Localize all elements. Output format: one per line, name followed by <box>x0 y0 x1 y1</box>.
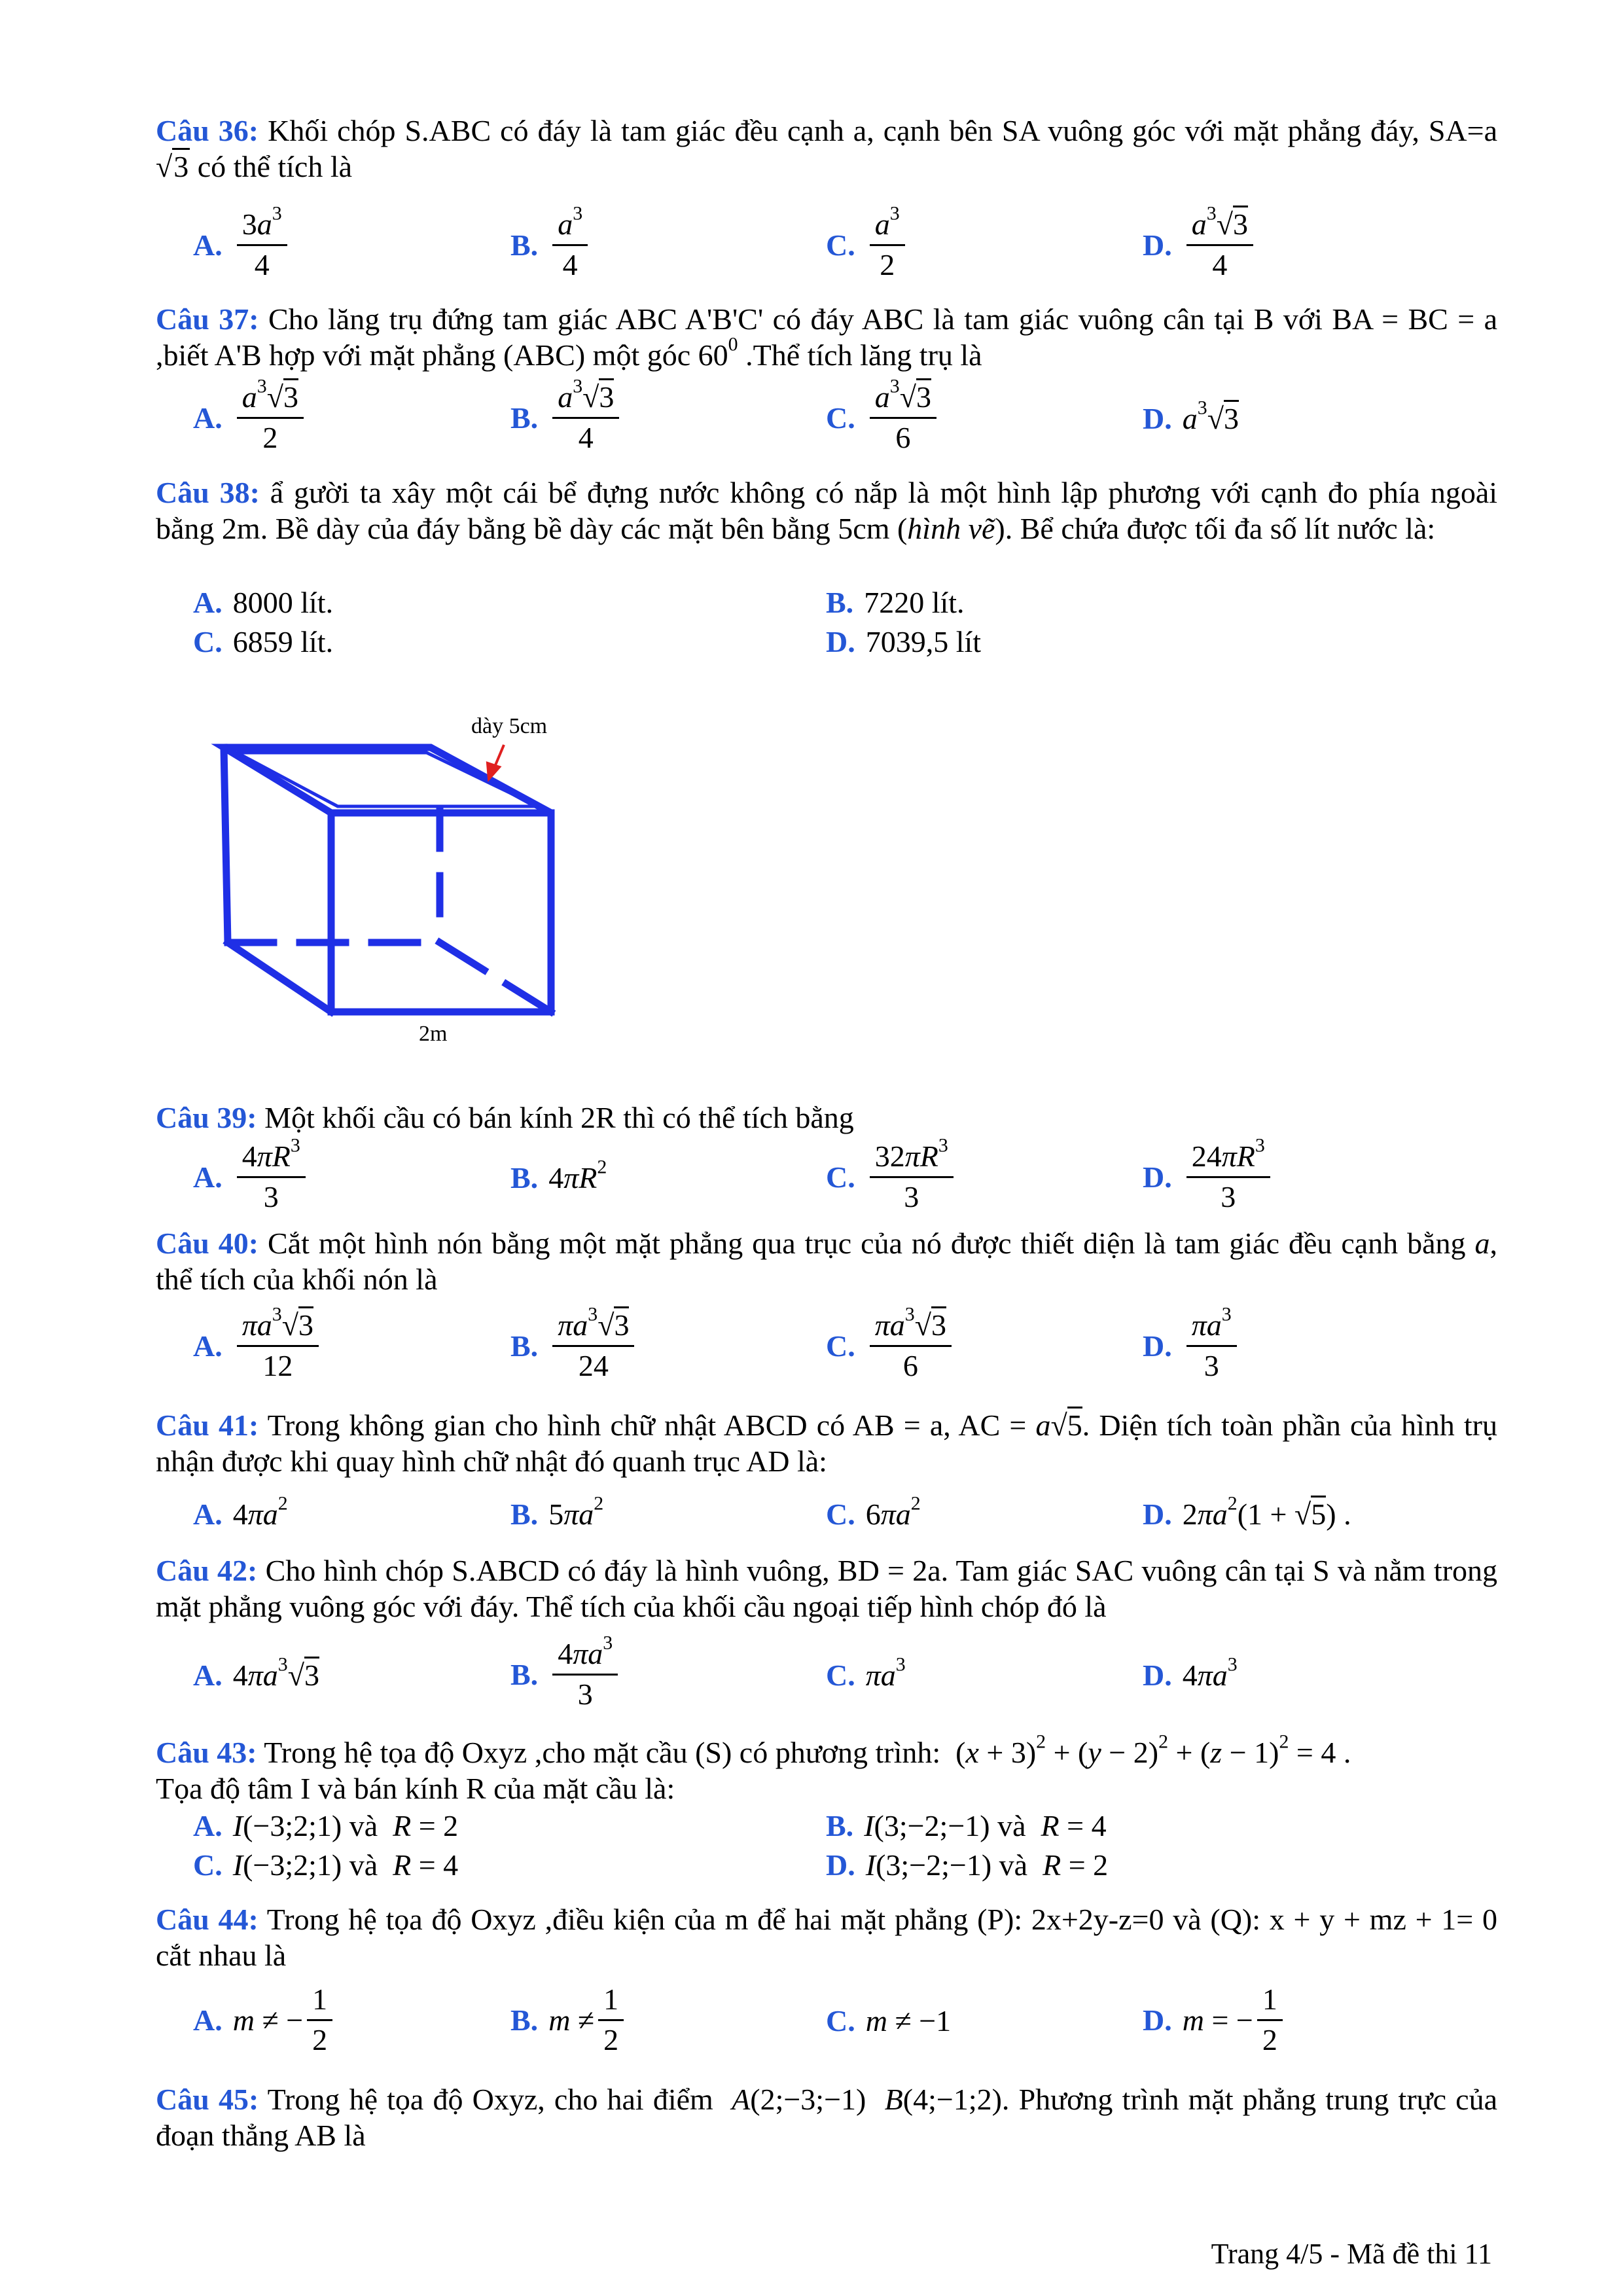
question-36-text: Khối chóp S.ABC có đáy là tam giác đều cạnh a, cạnh bên SA vuông góc với mặt phẳng đáy, SA=a <box>268 114 1498 147</box>
cube-tank-figure <box>196 707 589 1047</box>
option-letter: B. <box>510 1161 539 1194</box>
fraction: $\frac{3a^3}{4}$ <box>237 208 287 281</box>
answer-expression: m ≠ −1 <box>865 2004 952 2037</box>
q37-option-a[interactable] <box>193 375 308 454</box>
cube-hidden-diagonal <box>440 942 551 1012</box>
fraction: $\frac{\pi a^3√3}{12}$ <box>237 1309 319 1382</box>
option-letter: C. <box>826 401 855 435</box>
question-45-label: Câu 45: <box>156 2083 259 2116</box>
option-letter: D. <box>1143 228 1172 262</box>
option-letter: A. <box>193 2003 223 2037</box>
q36-option-b[interactable] <box>510 202 592 281</box>
sqrt5-expression: a√5 <box>1036 1407 1082 1442</box>
q41-option-a[interactable] <box>193 1492 288 1532</box>
answer-expression: I(3;−2;−1) <box>865 1848 999 1882</box>
option-letter: A. <box>193 1659 223 1692</box>
option-letter: D. <box>826 625 855 658</box>
cube-edge-bottom-left <box>228 942 331 1012</box>
option-letter: B. <box>510 1657 539 1691</box>
q44-option-b[interactable] <box>510 1983 628 2056</box>
option-text: 7220 lít. <box>864 586 965 619</box>
q42-option-a[interactable] <box>193 1653 319 1693</box>
question-38-text-end: ). Bể chứa được tối đa số lít nước là: <box>995 512 1436 546</box>
answer-expression: I(−3;2;1) <box>232 1848 349 1882</box>
fraction: $\frac{\pi a^3√3}{6}$ <box>870 1309 952 1382</box>
option-letter: C. <box>193 1848 223 1882</box>
q41-option-b[interactable] <box>510 1492 604 1532</box>
fraction: $\frac{1}{2}$ <box>1257 1983 1283 2056</box>
option-letter: B. <box>826 586 854 619</box>
cube-edge-back-left <box>224 747 228 942</box>
question-41-text-end: . Diện tích toàn phần của hình trụ nhận được khi quay hình chữ nhật đó quanh trục AD là: <box>156 1408 1497 1479</box>
fraction: $\frac{a^3}{4}$ <box>552 208 588 281</box>
connector-text: và <box>349 1848 378 1882</box>
fraction: $\frac{1}{2}$ <box>307 1983 332 2056</box>
question-40-stem: Câu 40: Cắt một hình nón bằng một mặt phẳng qua trục của nó được thiết diện là tam giác đều cạnh bằng a, thể tích của khối nón là <box>156 1227 1497 1297</box>
option-letter: D. <box>1143 402 1172 435</box>
answer-expression: $4\pi a^3$ <box>1182 1653 1238 1692</box>
q38-option-a[interactable] <box>193 584 333 620</box>
fraction: $\frac{1}{2}$ <box>598 1983 624 2056</box>
question-42-stem <box>156 1552 1497 1624</box>
question-40-text: Cắt một hình nón bằng một mặt phẳng qua trục của nó được thiết diện là tam giác đều cạnh bằng <box>268 1227 1475 1260</box>
question-38-stem <box>156 475 1497 547</box>
option-letter: A. <box>193 1809 223 1842</box>
q39-option-c[interactable] <box>826 1134 957 1213</box>
question-45-text: Trong hệ tọa độ Oxyz, cho hai điểm <box>267 2083 713 2116</box>
fraction: $\frac{a^3}{2}$ <box>870 208 905 281</box>
fraction: $\frac{32\pi R^3}{3}$ <box>870 1140 954 1213</box>
thickness-arrow <box>488 745 504 779</box>
fraction: $\frac{\pi a^3}{3}$ <box>1186 1309 1237 1382</box>
q44-option-c[interactable] <box>826 2003 951 2039</box>
fraction: $\frac{\pi a^3√3}{24}$ <box>552 1309 634 1382</box>
question-37-label: Câu 37: <box>156 302 259 336</box>
answer-expression: m = − <box>1182 2003 1253 2037</box>
option-letter: B. <box>826 1809 854 1842</box>
q39-option-b[interactable] <box>510 1156 607 1196</box>
fraction: $\frac{a^3√3}{4}$ <box>1186 208 1253 281</box>
q42-option-d[interactable] <box>1143 1653 1238 1693</box>
answer-expression: $4\pi R^2$ <box>548 1156 607 1194</box>
question-39-label: Câu 39: <box>156 1101 257 1134</box>
q44-option-a[interactable] <box>193 1983 336 2056</box>
question-38-italic: hình vẽ <box>907 512 995 546</box>
option-letter: A. <box>193 1329 223 1363</box>
question-38-text: ẩ gười ta xây một cái bể đựng nước không có nắp là một hình lập phương với cạnh đo phía ngoài bằng 2m. Bề dày của đáy bằng bề dày các mặt bên bằng 5cm ( <box>156 476 1498 546</box>
fraction: $\frac{a^3√3}{4}$ <box>552 381 619 454</box>
sqrt3-expression: √3 <box>156 149 190 185</box>
option-letter: D. <box>1143 1329 1172 1363</box>
option-letter: A. <box>193 586 223 619</box>
question-38-label: Câu 38: <box>156 476 260 509</box>
option-letter: C. <box>826 2004 855 2037</box>
q40-option-a[interactable] <box>193 1303 323 1382</box>
question-44-label: Câu 44: <box>156 1903 259 1936</box>
question-44-stem <box>156 1901 1497 1973</box>
answer-expression: $4\pi a^2$ <box>232 1492 288 1531</box>
question-36-stem <box>156 113 1497 185</box>
question-36-label: Câu 36: <box>156 114 259 147</box>
fraction: $\frac{a^3√3}{2}$ <box>237 381 304 454</box>
q37-option-d[interactable] <box>1143 397 1239 437</box>
sphere-equation: $(x + 3)^2 + (y - 2)^2 + (z - 1)^2 = 4$ . <box>948 1731 1351 1769</box>
q36-option-a[interactable] <box>193 202 291 281</box>
q41-option-c[interactable] <box>826 1492 921 1532</box>
question-39-text: Một khối cầu có bán kính 2R thì có thể tích bằng <box>264 1101 854 1134</box>
question-42-text: Cho hình chóp S.ABCD có đáy là hình vuông, BD = 2a. Tam giác SAC vuông cân tại S và nằm trong mặt phẳng vuông góc với đáy. Thể tích của khối cầu ngoại tiếp hình chóp đó là <box>156 1554 1498 1624</box>
answer-expression: m ≠ <box>548 2003 595 2037</box>
fraction: $\frac{24\pi R^3}{3}$ <box>1186 1140 1270 1213</box>
question-44-text: Trong hệ tọa độ Oxyz ,điều kiện của m để hai mặt phẳng (P): 2x+2y-z=0 và (Q): x + y + mz + 1= 0 cắt nhau là <box>156 1903 1497 1973</box>
question-36-text-end: có thể tích là <box>197 150 353 184</box>
option-letter: B. <box>510 228 539 262</box>
q42-option-c[interactable] <box>826 1653 906 1693</box>
q38-option-d[interactable] <box>826 624 981 660</box>
option-text: 6859 lít. <box>232 625 334 658</box>
q39-option-a[interactable] <box>193 1134 310 1213</box>
question-41-stem <box>156 1407 1497 1479</box>
q40-option-b[interactable] <box>510 1303 638 1382</box>
q39-option-d[interactable] <box>1143 1134 1274 1213</box>
option-letter: C. <box>826 228 855 262</box>
question-43-label: Câu 43: <box>156 1736 257 1769</box>
fraction: $\frac{4\pi R^3}{3}$ <box>237 1140 306 1213</box>
q43-option-b[interactable]: B. I(3;−2;−1) và R = 4 <box>826 1808 1107 1844</box>
option-letter: D. <box>1143 1498 1172 1531</box>
q36-option-d[interactable] <box>1143 202 1257 281</box>
q44-option-d[interactable] <box>1143 1983 1287 2056</box>
option-letter: B. <box>510 1498 539 1531</box>
question-39-stem <box>156 1100 1497 1136</box>
q37-option-b[interactable] <box>510 375 623 454</box>
q43-option-c[interactable]: C. I(−3;2;1) và R = 4 <box>193 1847 458 1883</box>
q42-option-b[interactable] <box>510 1632 622 1711</box>
q40-option-d[interactable] <box>1143 1303 1241 1382</box>
question-43-text-end: Tọa độ tâm I và bán kính R của mặt cầu là: <box>156 1772 675 1806</box>
answer-expression: I(3;−2;−1) <box>864 1809 998 1842</box>
option-text: 7039,5 lít <box>865 625 982 658</box>
option-letter: D. <box>1143 2003 1172 2037</box>
answer-expression: $\pi a^3$ <box>865 1653 906 1692</box>
option-letter: A. <box>193 1160 223 1194</box>
q43-option-d[interactable]: D. I(3;−2;−1) và R = 2 <box>826 1847 1108 1883</box>
q41-option-d[interactable] <box>1143 1492 1351 1532</box>
question-37-stem: Câu 37: Cho lăng trụ đứng tam giác ABC A'B'C' có đáy ABC là tam giác vuông cân tại B với BA = BC = a ,biết A'B hợp với mặt phẳng (ABC) một góc $60^0$ .Thể tích lăng trụ là <box>156 302 1498 372</box>
fraction: $\frac{a^3√3}{6}$ <box>870 381 936 454</box>
option-letter: D. <box>1143 1659 1172 1692</box>
q43-option-a[interactable]: A. I(−3;2;1) và R = 2 <box>193 1808 458 1844</box>
question-37-text: Cho lăng trụ đứng tam giác ABC A'B'C' có đáy ABC là tam giác vuông cân tại B với BA = BC = a ,biết A'B hợp với mặt phẳng (ABC) một góc 60 <box>156 302 1498 372</box>
question-40-label: Câu 40: <box>156 1227 259 1260</box>
option-letter: C. <box>826 1659 855 1692</box>
option-letter: C. <box>826 1329 855 1363</box>
answer-expression: $a^3√3$ <box>1182 397 1239 435</box>
answer-expression: $2\pi a^2(1 + √5)$ . <box>1182 1492 1351 1531</box>
question-43-text: Trong hệ tọa độ Oxyz ,cho mặt cầu (S) có phương trình: <box>264 1736 941 1769</box>
question-41-text: Trong không gian cho hình chữ nhật ABCD có AB = a, AC = <box>267 1408 1027 1442</box>
option-letter: B. <box>510 2003 539 2037</box>
option-text: 8000 lít. <box>232 586 334 619</box>
option-letter: C. <box>826 1160 855 1194</box>
q38-option-c[interactable] <box>193 624 333 660</box>
option-letter: B. <box>510 1329 539 1363</box>
edge-length-label: 2m <box>419 1022 448 1046</box>
answer-expression: $5\pi a^2$ <box>548 1492 604 1531</box>
question-40-text-end: , thể tích của khối nón là <box>156 1227 1497 1297</box>
option-letter: A. <box>193 401 223 435</box>
fraction: $\frac{4\pi a^3}{3}$ <box>552 1638 618 1711</box>
q36-option-c[interactable] <box>826 202 909 281</box>
q38-option-b[interactable] <box>826 584 965 620</box>
answer-expression: $6\pi a^2$ <box>865 1492 921 1531</box>
question-43-stem <box>156 1731 1497 1806</box>
option-letter: D. <box>826 1848 855 1882</box>
question-42-label: Câu 42: <box>156 1554 258 1587</box>
question-41-label: Câu 41: <box>156 1408 259 1442</box>
question-37-text-end: .Thể tích lăng trụ là <box>745 338 982 372</box>
answer-expression: $4\pi a^3√3$ <box>232 1653 319 1692</box>
question-45-text-end: . Phương trình mặt phẳng trung trực của đoạn thẳng AB là <box>156 2083 1497 2153</box>
option-letter: A. <box>193 228 223 262</box>
option-letter: C. <box>826 1498 855 1531</box>
thickness-label: dày 5cm <box>471 714 548 738</box>
answer-expression: I(−3;2;1) <box>232 1809 349 1842</box>
connector-text: và <box>349 1809 378 1842</box>
points-expression: A(2;−3;−1) B(4;−1;2) <box>732 2083 1002 2116</box>
q40-option-c[interactable] <box>826 1303 955 1382</box>
page-footer: Trang 4/5 - Mã đề thi 11 <box>1211 2238 1492 2270</box>
connector-text: và <box>999 1848 1028 1882</box>
option-letter: A. <box>193 1498 223 1531</box>
answer-expression: m ≠ − <box>232 2003 304 2037</box>
q37-option-c[interactable] <box>826 375 940 454</box>
question-45-stem <box>156 2081 1497 2153</box>
option-letter: C. <box>193 625 223 658</box>
option-letter: B. <box>510 401 539 435</box>
cube-top-face-outer <box>224 747 551 813</box>
option-letter: D. <box>1143 1160 1172 1194</box>
connector-text: và <box>997 1809 1026 1842</box>
